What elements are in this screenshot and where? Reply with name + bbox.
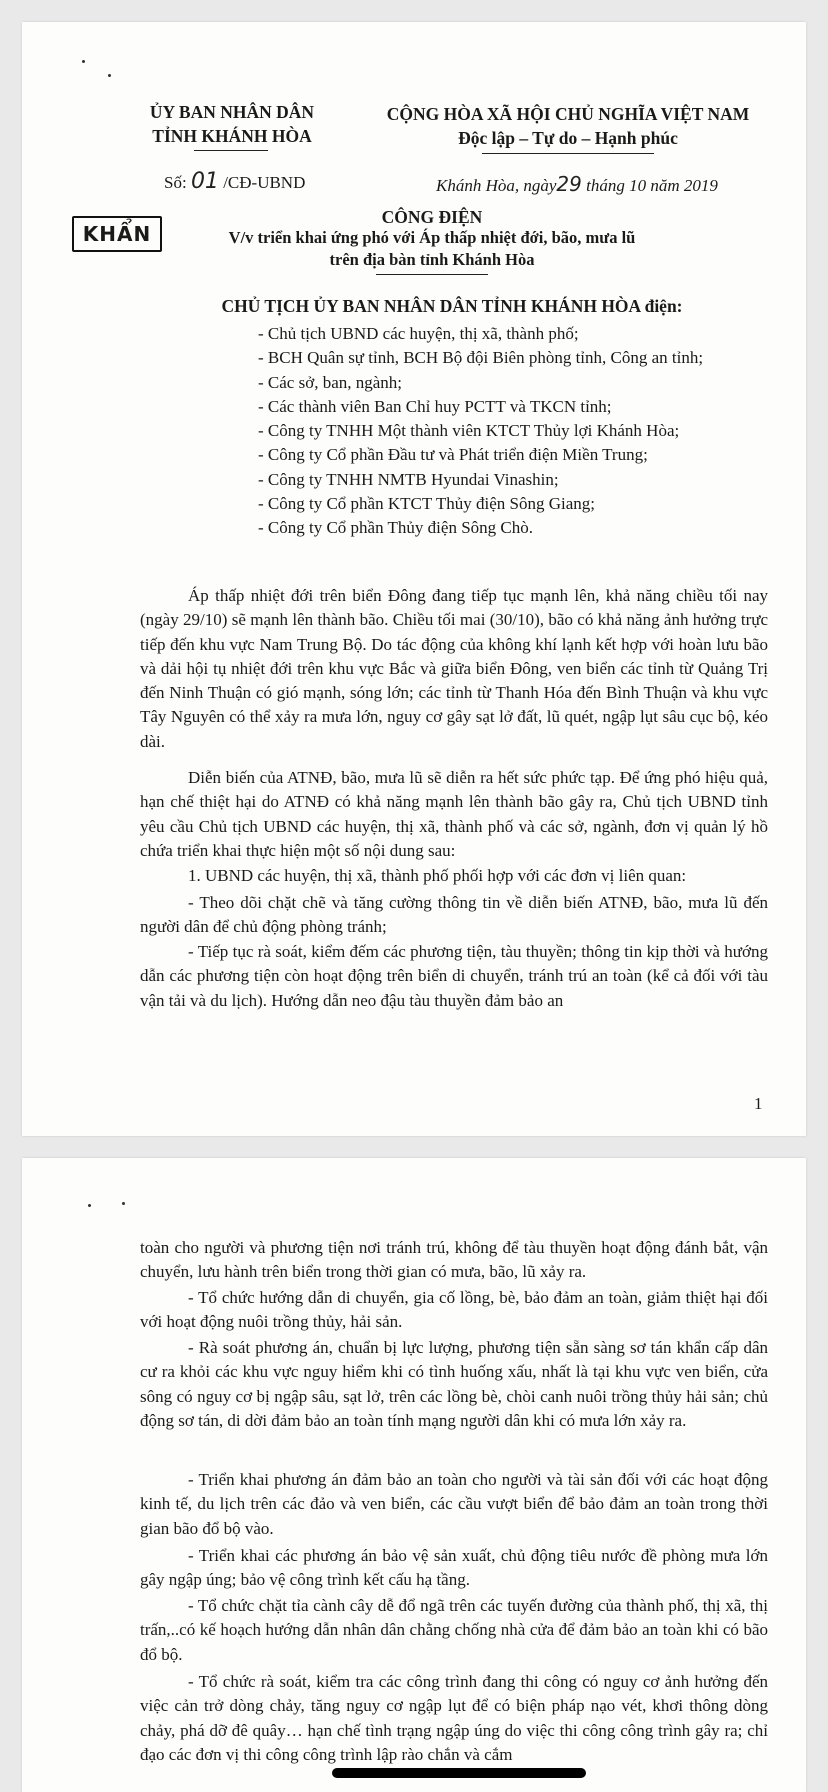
recipient-item: - Công ty TNHH NMTB Hyundai Vinashin;	[258, 469, 559, 489]
motto-underline	[482, 153, 654, 154]
date-prefix: Khánh Hòa, ngày	[436, 176, 557, 195]
number-prefix: Số:	[164, 173, 187, 192]
recipient-item: - BCH Quân sự tỉnh, BCH Bộ đội Biên phòng tỉnh, Công an tỉnh;	[258, 348, 704, 368]
urgent-stamp: KHẨN	[72, 216, 162, 252]
handwritten-day: 29	[556, 172, 582, 196]
agency-line-2: TỈNH KHÁNH HÒA	[152, 126, 312, 146]
paragraph-production: - Triển khai các phương án bảo vệ sản xuất, chủ động tiêu nước đề phòng mưa lớn gây ngập úng; bảo vệ công trình kết cấu hạ tầng.	[140, 1546, 768, 1590]
subject-line-2: trên địa bàn tỉnh Khánh Hòa	[329, 250, 535, 269]
document-number	[164, 170, 305, 195]
recipient-item: - Chủ tịch UBND các huyện, thị xã, thành phố;	[258, 324, 579, 343]
redaction-bar	[332, 1768, 586, 1778]
paragraph-evacuation: - Rà soát phương án, chuẩn bị lực lượng, phương tiện sẵn sàng sơ tán khẩn cấp dân cư ra khỏi các khu vực nguy hiểm khi có tình huống xấu, nhất là tại khu vực ven biển, cửa sông có nguy cơ bị ngập sâu, sạt lở, trên các lồng bè, chòi canh nuôi trồng thủy hải sản; chủ động sơ tán, di dời đảm bảo an toàn tính mạng người dân khi có mưa lớn xảy ra.	[140, 1338, 768, 1430]
recipient-list	[258, 322, 703, 541]
agency-underline	[194, 150, 268, 151]
date-suffix: tháng 10 năm 2019	[586, 176, 718, 195]
recipient-item: - Các thành viên Ban Chỉ huy PCTT và TKCN tỉnh;	[258, 396, 612, 416]
document-page-1	[22, 22, 806, 1136]
document-type: CÔNG ĐIỆN	[381, 207, 483, 227]
paragraph-construction: - Tổ chức rà soát, kiểm tra các công trình đang thi công có nguy cơ ảnh hưởng đến việc cản trở dòng chảy, tăng nguy cơ ngập lụt để có biện pháp nạo vét, khơi thông dòng chảy, phá dỡ đê quây… hạn chế tình trạng ngập úng do việc thi công công trình gây ra; chỉ đạo các đơn vị thi công công trình lập rào chắn và cắm	[140, 1672, 768, 1764]
nation-line-2: Độc lập – Tự do – Hạnh phúc	[458, 128, 678, 148]
speck	[88, 1204, 91, 1207]
recipient-item: - Các sở, ban, ngành;	[258, 372, 403, 392]
recipient-item: - Công ty Cổ phần Đầu tư và Phát triển điện Miền Trung;	[258, 445, 648, 465]
paragraph-review-vessels: - Tiếp tục rà soát, kiểm đếm các phương tiện, tàu thuyền; thông tin kịp thời và hướng dẫn các phương tiện còn hoạt động trên biển di chuyển, tránh trú an toàn (kể cả đối với tàu vận tải và du lịch). Hướng dẫn neo đậu tàu thuyền đảm bảo an	[140, 942, 768, 1010]
page-number: 1	[754, 1094, 763, 1113]
agency-line-1: ỦY BAN NHÂN DÂN	[149, 102, 315, 122]
speck	[82, 60, 85, 63]
recipient-item: - Công ty Cổ phần Thủy điện Sông Chò.	[258, 518, 533, 538]
paragraph-safety: - Triển khai phương án đảm bảo an toàn cho người và tài sản đối với các hoạt động kinh tế, du lịch trên các đảo và ven biển, các cầu vượt biển để bảo đảm an toàn trong thời gian bão đổ bộ vào.	[140, 1470, 768, 1538]
paragraph-directive: Diễn biến của ATNĐ, bão, mưa lũ sẽ diễn ra hết sức phức tạp. Để ứng phó hiệu quả, hạn chế thiệt hại do ATNĐ có khả năng mạnh lên thành bão gây ra, Chủ tịch UBND tỉnh yêu cầu Chủ tịch UBND các huyện, thị xã, thành phố và các sở, ngành, đơn vị quản lý hồ chứa triển khai thực hiện một số nội dung sau:	[140, 768, 768, 860]
paragraph-aquaculture: - Tổ chức hướng dẫn di chuyển, gia cố lồng, bè, bảo đảm an toàn, giảm thiệt hại đối với hoạt động nuôi trồng thủy, hải sản.	[140, 1288, 768, 1332]
number-suffix: /CĐ-UBND	[223, 173, 306, 192]
subject-underline	[376, 274, 488, 275]
nation-line-1: CỘNG HÒA XÃ HỘI CHỦ NGHĨA VIỆT NAM	[386, 104, 750, 124]
order-heading: CHỦ TỊCH ỦY BAN NHÂN DÂN TỈNH KHÁNH HÒA điện:	[221, 296, 683, 316]
national-motto	[372, 102, 764, 150]
paragraph-situation: Áp thấp nhiệt đới trên biển Đông đang tiếp tục mạnh lên, khả năng chiều tối nay (ngày 29/10) sẽ mạnh lên thành bão. Chiều tối mai (30/10), bão có khả năng ảnh hưởng trực tiếp đến khu vực Nam Trung Bộ. Do tác động của không khí lạnh kết hợp với hoàn lưu bão và dải hội tụ nhiệt đới trên khu vực Bắc và giữa biển Đông, ven biển các tỉnh từ Quảng Trị đến Ninh Thuận có gió mạnh, sóng lớn; các tỉnh từ Thanh Hóa đến Bình Thuận và khu vực Tây Nguyên có thể xảy ra mưa lớn, nguy cơ gây sạt lở đất, lũ quét, ngập lụt sâu cục bộ, kéo dài.	[140, 586, 768, 751]
subject-line-1: V/v triển khai ứng phó với Áp thấp nhiệt đới, bão, mưa lũ	[228, 228, 636, 247]
document-page-2	[22, 1158, 806, 1792]
speck	[108, 74, 111, 77]
recipient-item: - Công ty Cổ phần KTCT Thủy điện Sông Giang;	[258, 494, 596, 514]
paragraph-section-1: 1. UBND các huyện, thị xã, thành phố phối hợp với các đơn vị liên quan:	[188, 866, 687, 885]
paragraph-continued: toàn cho người và phương tiện nơi tránh trú, không để tàu thuyền hoạt động đánh bắt, vận chuyển, lưu hành trên biển trong thời gian có mưa, bão, lũ xảy ra.	[140, 1238, 768, 1282]
agency-name	[122, 100, 342, 148]
recipient-item: - Công ty TNHH Một thành viên KTCT Thủy lợi Khánh Hòa;	[258, 421, 680, 441]
document-date	[436, 172, 718, 198]
paragraph-monitor: - Theo dõi chặt chẽ và tăng cường thông tin về diễn biến ATNĐ, bão, mưa lũ đến người dân để chủ động phòng tránh;	[140, 893, 768, 937]
speck	[122, 1202, 125, 1205]
paragraph-trees: - Tổ chức chặt tỉa cành cây dễ đổ ngã trên các tuyến đường của thành phố, thị xã, thị trấn,..có kế hoạch hướng dẫn nhân dân chằng chống nhà cửa để đảm bảo an toàn khi có bão đổ bộ.	[140, 1596, 768, 1664]
handwritten-number: 01	[190, 169, 219, 194]
